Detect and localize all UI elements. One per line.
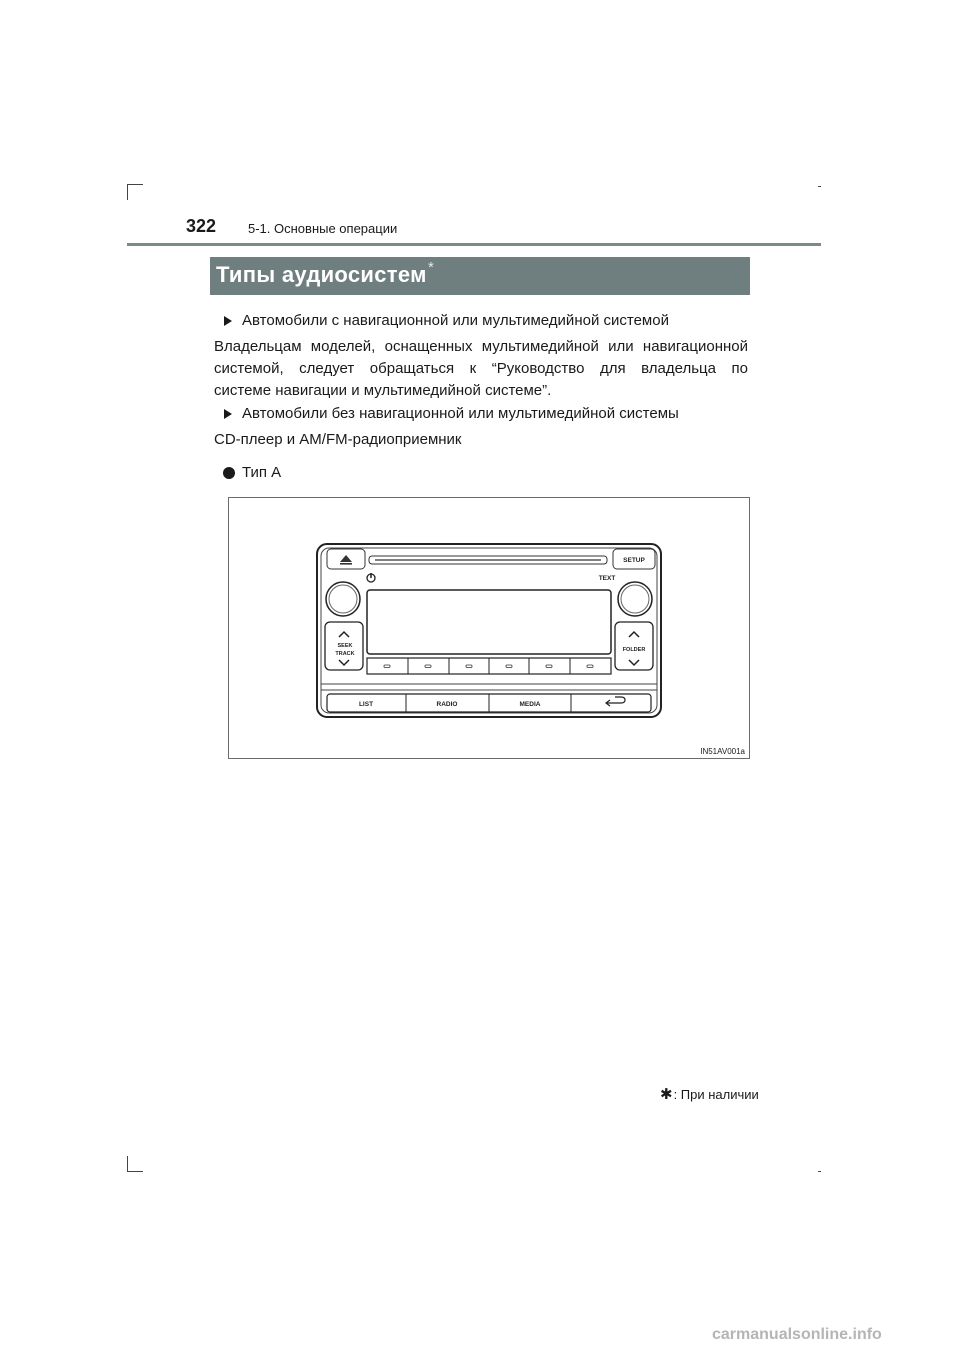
arrow-bullet-icon: [224, 316, 232, 326]
audio-unit-figure: [228, 497, 750, 759]
bottom-button-row: [327, 694, 651, 712]
text-label: TEXT: [598, 575, 616, 582]
item2-heading: Автомобили без навигационной или мультимедийной системы: [242, 405, 679, 422]
radio-label: RADIO: [436, 701, 458, 708]
seek-track-button: [325, 622, 363, 670]
setup-label: SETUP: [623, 557, 645, 564]
folder-label: FOLDER: [622, 647, 646, 653]
watermark: carmanualsonline.info: [712, 1326, 882, 1343]
title-bar: [210, 257, 750, 295]
item1-line-1: Владельцам моделей, оснащенных мультимедийной или навигационной: [214, 338, 748, 355]
footnote-text: : При наличии: [673, 1087, 759, 1102]
folder-button: [615, 622, 653, 670]
crop-mark-top-left-v: [127, 184, 128, 200]
crop-mark-bottom-left-v: [127, 1156, 128, 1172]
arrow-bullet-icon: [224, 409, 232, 419]
footnote: [660, 1085, 759, 1103]
item2-text: CD-плеер и AM/FM-радиоприемник: [214, 431, 462, 448]
section-title: 5-1. Основные операции: [248, 221, 398, 236]
seek-label: SEEK: [337, 643, 353, 649]
crop-mark-bottom-right: [818, 1171, 821, 1172]
item1-line-2: системой, следует обращаться к “Руководство для владельца по: [214, 360, 748, 377]
track-label: TRACK: [335, 651, 355, 657]
display-screen: [367, 590, 611, 654]
list-label: LIST: [358, 701, 374, 708]
media-label: MEDIA: [519, 701, 541, 708]
crop-mark-bottom-left-h: [127, 1171, 143, 1172]
availability-asterisk: *: [428, 259, 434, 276]
crop-mark-top-left-h: [127, 184, 143, 185]
audio-unit-illustration: [229, 498, 749, 758]
setup-button: [613, 549, 655, 569]
item1-heading: Автомобили с навигационной или мультимедийной системой: [242, 312, 669, 329]
type-label: Тип А: [242, 464, 282, 481]
item1-line-3: системе навигации и мультимедийной системе”.: [214, 382, 552, 399]
power-volume-knob: [326, 582, 360, 616]
eject-button: [327, 549, 365, 569]
round-bullet-icon: [223, 467, 235, 479]
page-number: 322: [186, 216, 217, 236]
tune-select-knob: [618, 582, 652, 616]
header-rule: [127, 243, 821, 246]
crop-mark-top-right: [818, 186, 821, 187]
footnote-star-icon: ✱: [660, 1086, 673, 1103]
preset-buttons: [367, 658, 611, 674]
figure-code: IN51AV001a: [700, 747, 745, 756]
page-title: Типы аудиосистем: [216, 262, 427, 287]
